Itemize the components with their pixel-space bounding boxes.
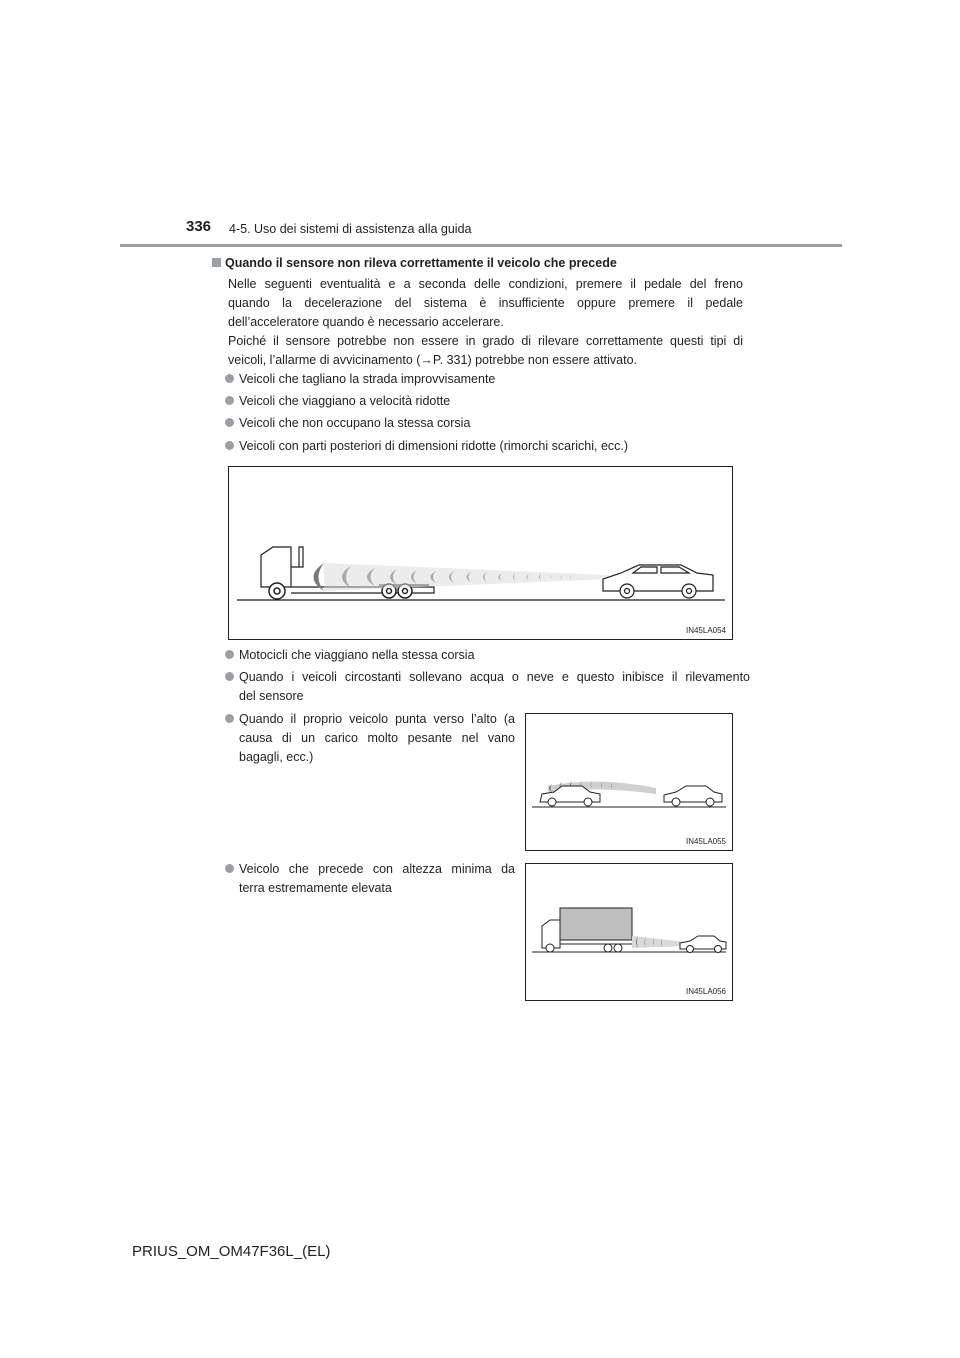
list-item: Quando il proprio veicolo punta verso l’alto (a causa di un carico molto pesante nel vano bagagli, ecc.) (225, 710, 515, 767)
section-title: 4-5. Uso dei sistemi di assistenza alla guida (229, 222, 472, 236)
list-item: Veicoli che non occupano la stessa corsia (225, 414, 470, 433)
figure-high-clearance (525, 863, 733, 1001)
list-item: Veicoli che tagliano la strada improvvisamente (225, 370, 495, 389)
list-item: Quando i veicoli circostanti sollevano acqua o neve e questo inibisce il rilevamento del sensore (225, 668, 750, 706)
subsection-heading (212, 256, 617, 270)
figure-code: IN45LA055 (685, 837, 726, 846)
truck-trailer-illustration (229, 467, 732, 639)
document-footer: PRIUS_OM_OM47F36L_(EL) (132, 1243, 331, 1260)
bullet-icon (225, 396, 234, 405)
list-item: Motocicli che viaggiano nella stessa corsia (225, 646, 475, 665)
paragraph-line: Nelle seguenti eventualità e a seconda delle condizioni, premere il pedale del freno (228, 277, 743, 291)
bullet-icon (225, 650, 234, 659)
bullet-icon (225, 441, 234, 450)
high-clearance-illustration (526, 864, 732, 1000)
paragraph-line: Poiché il sensore potrebbe non essere in grado di rilevare correttamente questi tipi di (228, 334, 743, 348)
paragraph-line: veicoli, l’allarme di avvicinamento (→P. 331) potrebbe non essere attivato. (228, 353, 638, 367)
bullet-icon (225, 714, 234, 723)
heading-text: Quando il sensore non rileva correttamente il veicolo che precede (225, 256, 617, 270)
header-rule (120, 244, 842, 247)
page-number: 336 (186, 218, 212, 235)
bullet-icon (225, 418, 234, 427)
square-bullet-icon (212, 258, 221, 267)
figure-uphill (525, 713, 733, 851)
intro-paragraph (228, 275, 743, 370)
figure-truck-trailer (228, 466, 733, 640)
paragraph-line: dell’acceleratore quando è necessario accelerare. (228, 315, 504, 329)
bullet-icon (225, 672, 234, 681)
paragraph-line: quando la decelerazione del sistema è insufficiente oppure premere il pedale (228, 296, 743, 310)
bullet-icon (225, 864, 234, 873)
list-item: Veicoli con parti posteriori di dimensioni ridotte (rimorchi scarichi, ecc.) (225, 437, 628, 456)
uphill-illustration (526, 714, 732, 850)
figure-code: IN45LA054 (685, 626, 726, 635)
bullet-icon (225, 374, 234, 383)
list-item: Veicolo che precede con altezza minima da terra estremamente elevata (225, 860, 515, 898)
list-item: Veicoli che viaggiano a velocità ridotte (225, 392, 450, 411)
figure-code: IN45LA056 (685, 987, 726, 996)
